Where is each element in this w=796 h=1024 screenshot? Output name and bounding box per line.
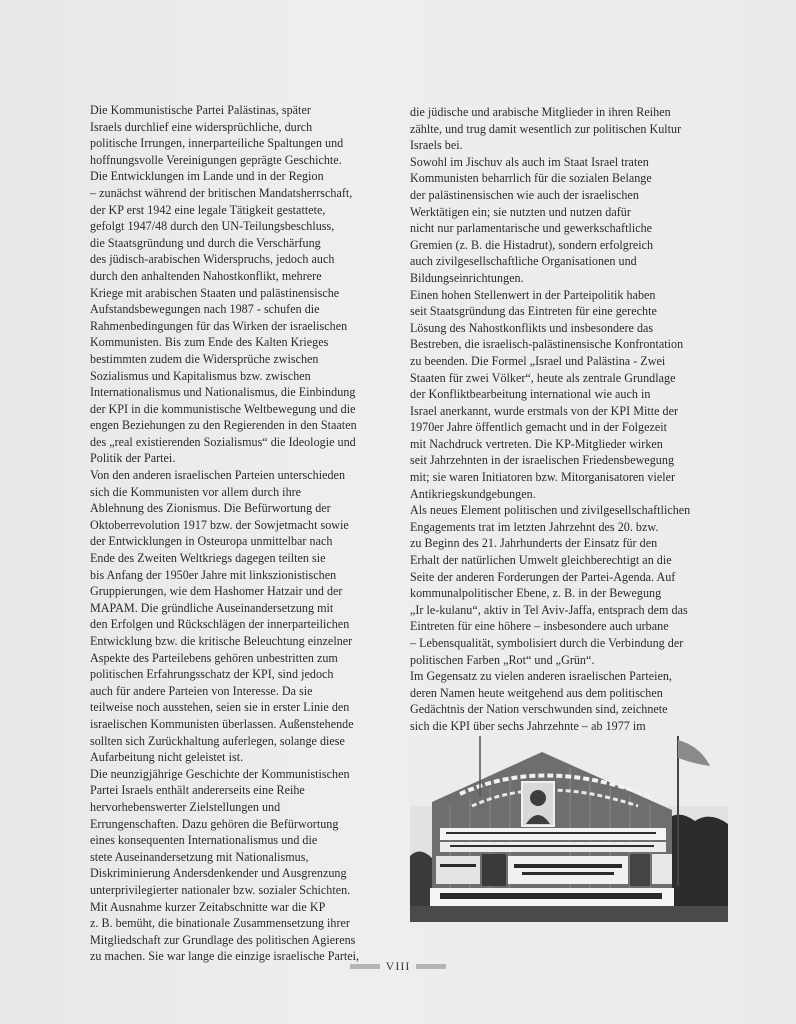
text-line: der Entwicklungen in Osteuropa unmittelbar nach: [90, 534, 333, 549]
text-line: mit; sie waren Initiatoren bzw. Mitorganisatoren vieler: [410, 470, 676, 485]
text-line: Seite der anderen Forderungen der Partei-Agenda. Auf: [410, 569, 676, 584]
text-line: Erhalt der natürlichen Umwelt gleichberechtigt an die: [410, 553, 672, 568]
text-line: auch zivilgesellschaftliche Organisationen und: [410, 254, 637, 269]
text-line: Antikriegskundgebungen.: [410, 486, 536, 501]
text-line: stete Auseinandersetzung mit Nationalismus,: [90, 849, 309, 864]
text-line: Bestreben, die israelisch-palästinensische Konfrontation: [410, 337, 684, 352]
text-line: politischen Farben „Rot“ und „Grün“.: [410, 652, 595, 667]
text-line: israelischen Kommunisten überlassen. Außenstehende: [90, 716, 354, 731]
text-line: Kommunisten. Bis zum Ende des Kalten Krieges: [90, 335, 329, 350]
text-line: – Lebensqualität, symbolisiert durch die Verbindung der: [410, 636, 684, 650]
text-line: 1970er Jahre öffentlich gemacht und in der Folgezeit: [410, 420, 668, 435]
text-line: Eintreten für eine höhere – insbesondere auch urbane: [410, 619, 669, 634]
text-line: Ende des Zweiten Weltkriegs dagegen teilten sie: [90, 551, 326, 566]
text-line: Israel anerkannt, wurde erstmals von der KPI Mitte der: [410, 403, 679, 418]
text-line: Als neues Element politischen und zivilgesellschaftlichen: [410, 503, 691, 518]
historical-photo-party-hut: [410, 736, 728, 922]
text-line: Gruppierungen, wie dem Hashomer Hatzair und der: [90, 584, 343, 599]
text-line: zählte, und trug damit wesentlich zur politischen Kultur: [410, 121, 682, 136]
text-line: durch den anhaltenden Nahostkonflikt, mehrere: [90, 268, 322, 283]
text-line: Von den anderen israelischen Parteien unterschieden: [90, 468, 346, 483]
text-line: zu beenden. Die Formel „Israel und Palästina - Zwei: [410, 353, 666, 368]
text-line: Aufarbeitung nicht geleistet ist.: [90, 750, 244, 765]
text-line: sich die KPI über sechs Jahrzehnte – ab 1977 im: [410, 718, 646, 733]
text-line: seit Staatsgründung das Eintreten für eine gerechte: [410, 304, 657, 319]
text-line: den Erfolgen und Rückschlägen der innerparteilichen: [90, 617, 350, 632]
text-line: Bildungseinrichtungen.: [410, 270, 524, 285]
text-line: Errungenschaften. Dazu gehören die Befürwortung: [90, 816, 339, 831]
text-line: Im Gegensatz zu vielen anderen israelischen Parteien,: [410, 669, 672, 684]
text-line: der KPI in die kommunistische Weltbewegung und die: [90, 401, 356, 416]
text-line: Ablehnung des Zionismus. Die Befürwortung der: [90, 501, 331, 516]
text-line: Diskriminierung Andersdenkender und Ausgrenzung: [90, 866, 347, 881]
text-line: deren Namen heute weitgehend aus dem politischen: [410, 685, 663, 700]
text-line: Sozialismus und Kapitalismus bzw. zwischen: [90, 368, 311, 383]
text-line: des jüdisch-arabischen Widerspruchs, jedoch auch: [90, 252, 335, 267]
page-folio: [0, 958, 796, 974]
text-line: Partei Israels enthält andererseits eine Reihe: [90, 783, 305, 798]
text-line: Oktoberrevolution 1917 bzw. der Sowjetmacht sowie: [90, 517, 349, 532]
text-line: – zunächst während der britischen Mandatsherrschaft,: [90, 185, 353, 200]
left-text-column: [90, 102, 382, 965]
folio-bar-right: [416, 964, 446, 969]
page-number: VIII: [385, 958, 411, 973]
text-line: Gedächtnis der Nation verschwunden sind, zeichnete: [410, 702, 668, 717]
text-line: bestimmten zudem die Widersprüche zwischen: [90, 351, 319, 366]
text-line: Politik der Partei.: [90, 451, 176, 466]
text-line: der palästinensischen wie auch der israelischen: [410, 187, 639, 202]
text-line: die jüdische und arabische Mitglieder in ihren Reihen: [410, 105, 671, 119]
text-line: Rahmenbedingungen für das Wirken der israelischen: [90, 318, 348, 333]
text-line: Werktätigen ein; sie nutzten und nutzen dafür: [410, 204, 631, 219]
text-line: Entwicklung bzw. die kritische Beleuchtung einzelner: [90, 634, 353, 648]
text-line: unterprivilegierter nationaler bzw. sozialer Schichten.: [90, 882, 351, 897]
text-line: Kommunisten beharrlich für die sozialen Belange: [410, 171, 652, 186]
text-line: zu machen. Sie war lange die einzige israelische Partei,: [90, 949, 360, 964]
text-line: engen Beziehungen zu den Regierenden in den Staaten: [90, 418, 357, 433]
text-line: auch für andere Parteien von Interesse. Da sie: [90, 683, 313, 698]
text-line: „Ir le-kulanu“, aktiv in Tel Aviv-Jaffa, entsprach dem das: [410, 602, 688, 617]
text-line: Die Kommunistische Partei Palästinas, später: [90, 103, 311, 117]
text-line: die Staatsgründung und durch die Verschärfung: [90, 235, 321, 250]
text-line: z. B. bemüht, die binationale Zusammensetzung ihrer: [90, 916, 350, 931]
text-line: gefolgt 1947/48 durch den UN-Teilungsbeschluss,: [90, 219, 335, 234]
text-line: Aspekte des Parteilebens gehören unbestritten zum: [90, 650, 338, 665]
text-line: Mit Ausnahme kurzer Zeitabschnitte war die KP: [90, 899, 326, 914]
text-line: Kriege mit arabischen Staaten und palästinensische: [90, 285, 340, 300]
text-line: nicht nur parlamentarische und gewerkschaftliche: [410, 221, 653, 236]
text-line: eines konsequenten Internationalismus und die: [90, 833, 318, 848]
text-line: sich die Kommunisten vor allem durch ihre: [90, 484, 302, 499]
text-line: zu Beginn des 21. Jahrhunderts der Einsatz für den: [410, 536, 658, 551]
text-line: Einen hohen Stellenwert in der Parteipolitik haben: [410, 287, 656, 302]
text-line: kommunalpolitischer Ebene, z. B. in der Bewegung: [410, 586, 662, 601]
text-line: mit Nachdruck vertreten. Die KP-Mitglieder wirken: [410, 436, 663, 451]
text-line: seit Jahrzehnten in der israelischen Friedensbewegung: [410, 453, 675, 468]
text-line: Engagements trat im letzten Jahrzehnt des 20. bzw.: [410, 519, 659, 534]
text-line: bis Anfang der 1950er Jahre mit linkszionistischen: [90, 567, 337, 582]
text-line: Die neunzigjährige Geschichte der Kommunistischen: [90, 766, 350, 781]
text-line: Lösung des Nahostkonflikts und insbesondere das: [410, 320, 654, 335]
text-line: sollten sich Zurückhaltung auferlegen, solange diese: [90, 733, 345, 748]
text-line: hoffnungsvolle Vereinigungen geprägte Geschichte.: [90, 152, 342, 167]
text-line: Gremien (z. B. die Histadrut), sondern erfolgreich: [410, 237, 654, 252]
text-line: des „real existierenden Sozialismus“ die Ideologie und: [90, 434, 356, 449]
text-line: Mitgliedschaft zur Grundlage des politischen Agierens: [90, 932, 356, 947]
text-line: der Konfliktbearbeitung international wie auch in: [410, 387, 651, 402]
text-line: der KP erst 1942 eine legale Tätigkeit gestattete,: [90, 202, 326, 217]
text-line: Israels bei.: [410, 138, 463, 153]
text-line: Israels durchlief eine widersprüchliche, durch: [90, 119, 313, 134]
text-line: MAPAM. Die gründliche Auseinandersetzung mit: [90, 600, 334, 615]
text-line: teilweise noch ausstehen, seien sie in erster Linie den: [90, 700, 350, 715]
text-line: politische Irrungen, innerparteiliche Spaltungen und: [90, 136, 344, 151]
text-line: Aufstandsbewegungen nach 1987 - schufen die: [90, 302, 320, 317]
text-line: Staaten für zwei Völker“, heute als zentrale Grundlage: [410, 370, 676, 385]
text-line: hervorhebenswerter Zielstellungen und: [90, 799, 281, 814]
right-text-column: [410, 104, 728, 735]
folio-bar-left: [350, 964, 380, 969]
text-line: Internationalismus und Nationalismus, die Einbindung: [90, 385, 356, 400]
text-line: Sowohl im Jischuv als auch im Staat Israel traten: [410, 154, 649, 169]
text-line: politischen Erfahrungsschatz der KPI, sind jedoch: [90, 667, 334, 682]
text-line: Die Entwicklungen im Lande und in der Region: [90, 169, 324, 184]
